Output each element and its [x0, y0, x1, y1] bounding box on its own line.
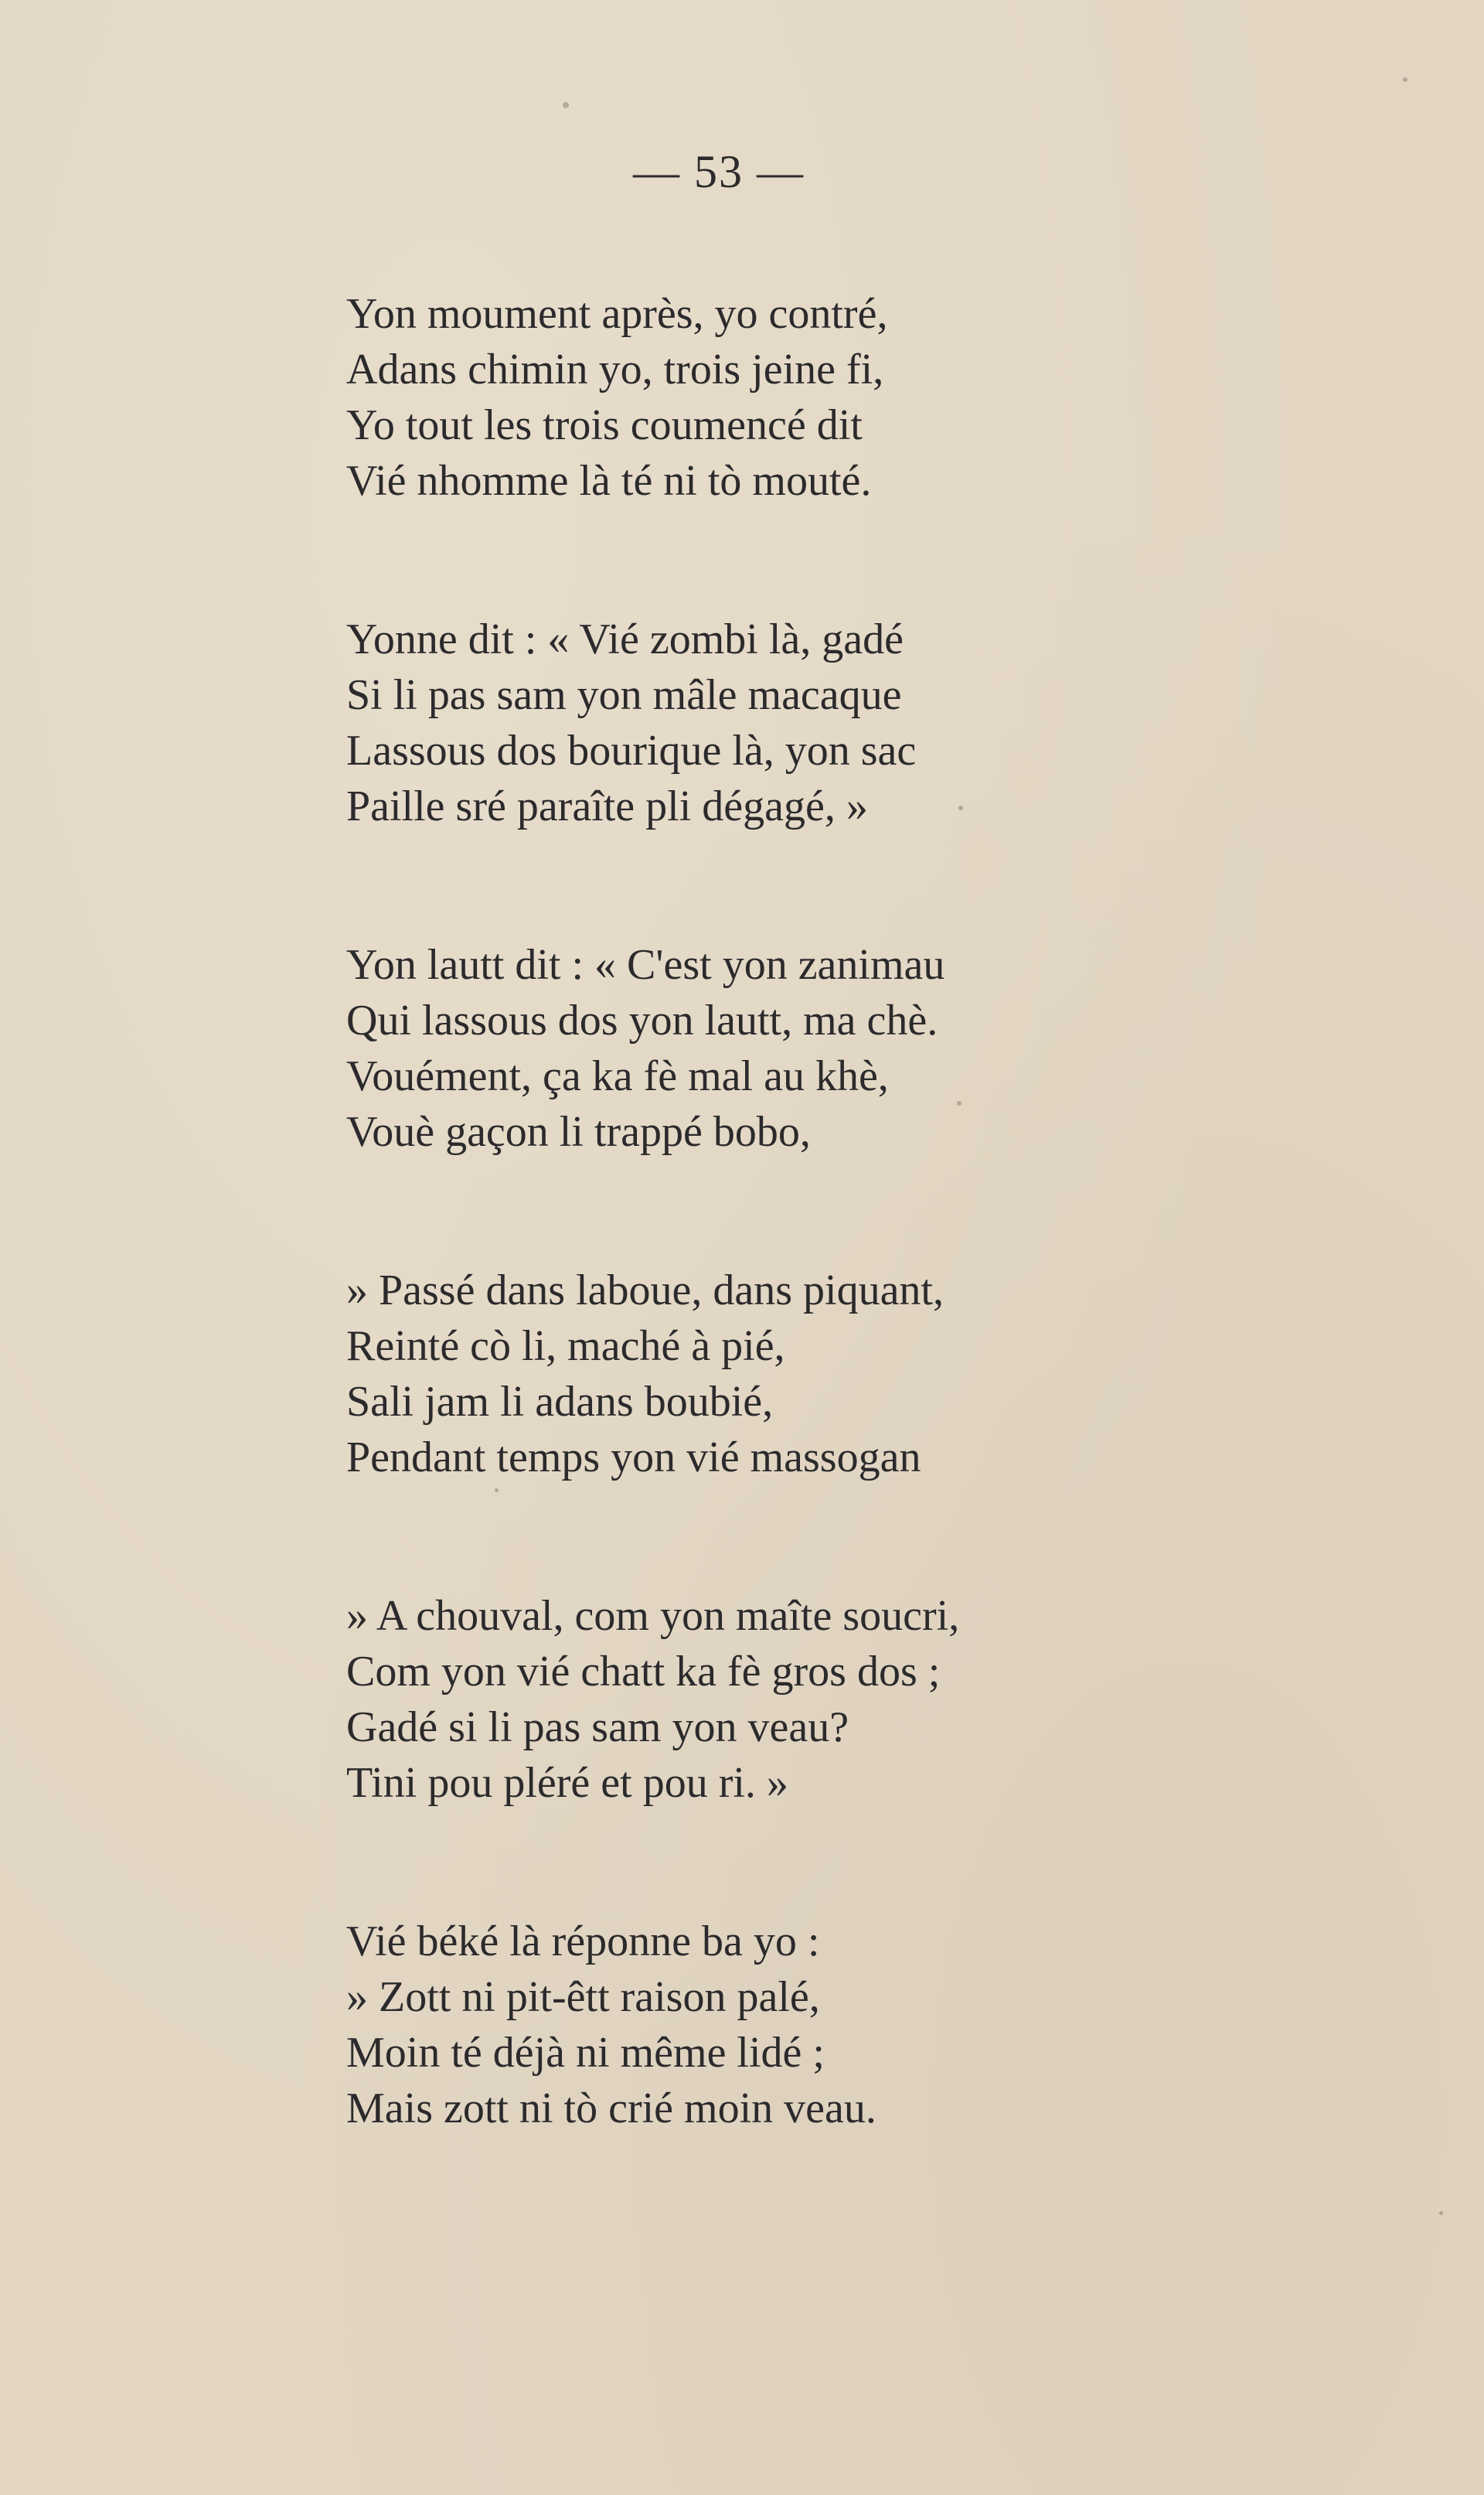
stanza-6 — [346, 1914, 1351, 2136]
poem-line: Com yon vié chatt ka fè gros dos ; — [346, 1648, 941, 1696]
poem — [346, 286, 1351, 2239]
poem-line: Lassous dos bourique là, yon sac — [346, 727, 917, 775]
paper-speck — [495, 1488, 499, 1492]
poem-line: » Passé dans laboue, dans piquant, — [346, 1266, 944, 1314]
paper-speck — [563, 102, 569, 108]
poem-line: Gadé si li pas sam yon veau? — [346, 1703, 849, 1751]
poem-line: Yon lautt dit : « C'est yon zanimau — [346, 941, 945, 989]
poem-line: Si li pas sam yon mâle macaque — [346, 671, 902, 719]
poem-line: Vié béké là réponne ba yo : — [346, 1917, 820, 1965]
page-number: — 53 — — [633, 146, 805, 197]
paper-speck — [1439, 2211, 1443, 2215]
poem-line: Tini pou pléré et pou ri. » — [346, 1759, 788, 1807]
stanza-5 — [346, 1588, 1351, 1811]
poem-line: Adans chimin yo, trois jeine fi, — [346, 346, 884, 394]
poem-line: Reinté cò li, maché à pié, — [346, 1322, 785, 1370]
poem-line: Yonne dit : « Vié zombi là, gadé — [346, 615, 904, 663]
poem-line: Yo tout les trois coumencé dit — [346, 401, 863, 449]
poem-line: » Zott ni pit-êtt raison palé, — [346, 1973, 820, 2021]
stanza-3 — [346, 937, 1351, 1160]
poem-line: Vouément, ça ka fè mal au khè, — [346, 1052, 889, 1100]
poem-line: Sali jam li adans boubié, — [346, 1378, 774, 1426]
poem-line: Yon moument après, yo contré, — [346, 290, 888, 338]
poem-line: Mais zott ni tò crié moin veau. — [346, 2084, 876, 2132]
stanza-4 — [346, 1263, 1351, 1485]
poem-line: Paille sré paraîte pli dégagé, » — [346, 782, 868, 830]
stanza-1 — [346, 286, 1351, 509]
poem-line: » A chouval, com yon maîte soucri, — [346, 1592, 960, 1640]
paper-speck — [957, 1101, 962, 1106]
poem-line: Qui lassous dos yon lautt, ma chè. — [346, 997, 938, 1045]
paper-speck — [958, 806, 963, 810]
paper-speck — [1403, 77, 1407, 82]
stanza-2 — [346, 612, 1351, 834]
poem-line: Vouè gaçon li trappé bobo, — [346, 1108, 811, 1156]
poem-line: Vié nhomme là té ni tò mouté. — [346, 457, 872, 505]
poem-line: Pendant temps yon vié massogan — [346, 1433, 921, 1481]
poem-line: Moin té déjà ni même lidé ; — [346, 2029, 825, 2077]
